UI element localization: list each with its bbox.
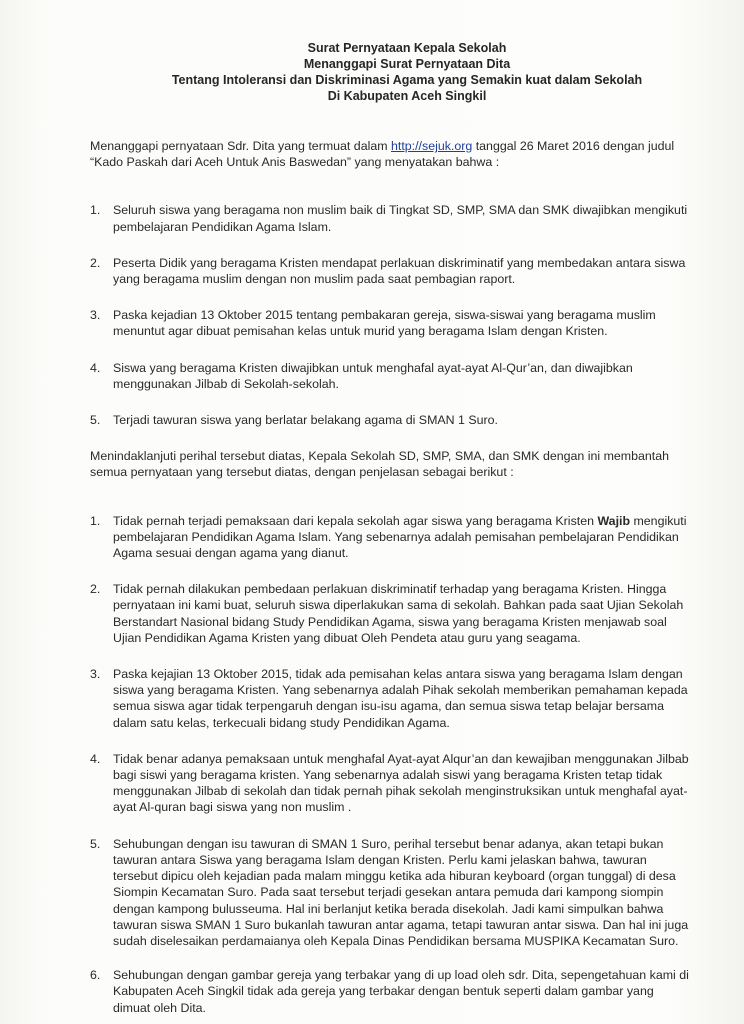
list-item-number: 4. <box>90 751 101 766</box>
title-line-2: Menanggapi Surat Pernyataan Dita <box>303 57 511 71</box>
list-item <box>90 836 694 949</box>
list-item-text: Sehubungan dengan gambar gereja yang terbakar yang di up load oleh sdr. Dita, sepengetahuan kami di Kabupaten Aceh Singkil tidak ada gereja yang terbakar dengan bentuk seperti dalam gambar yang dimuat oleh Dita. <box>113 968 689 1015</box>
list-item-number: 1. <box>90 203 101 218</box>
list-item <box>90 967 694 1016</box>
title-line-3: Tentang Intoleransi dan Diskriminasi Agama yang Semakin kuat dalam Sekolah <box>171 73 643 87</box>
title-line-4: Di Kabupaten Aceh Singkil <box>327 89 487 103</box>
list-item-number: 4. <box>90 360 101 375</box>
list-item-text: Terjadi tawuran siswa yang berlatar belakang agama di SMAN 1 Suro. <box>113 413 498 428</box>
emphasis-word: Wajib <box>597 513 631 528</box>
list-item-number: 2. <box>90 582 101 597</box>
list-item-text: Seluruh siswa yang beragama non muslim baik di Tingkat SD, SMP, SMA dan SMK diwajibkan mengikuti pembelajaran Pendidikan Agama Islam. <box>113 203 688 234</box>
list-item-number: 3. <box>90 667 101 682</box>
list-item <box>90 581 694 646</box>
list-item <box>90 412 694 428</box>
list-item <box>90 202 694 234</box>
intro-text-start: Menanggapi pernyataan Sdr. Dita yang termuat dalam <box>90 139 391 153</box>
source-link[interactable]: http://sejuk.org <box>391 139 473 153</box>
list-item-text <box>113 514 687 560</box>
response-text-start: Tidak pernah terjadi pemaksaan dari kepala sekolah agar siswa yang beragama Kristen <box>113 513 598 528</box>
intro-paragraph <box>90 138 694 170</box>
list-item-number: 5. <box>90 836 101 851</box>
responses-list <box>90 513 694 1016</box>
list-item-text: Tidak benar adanya pemaksaan untuk menghafal Ayat-ayat Alqur’an dan kewajiban menggunakan Jilbab bagi siswi yang beragama kristen. Yang sebenarnya adalah siswi yang beragama Kristen tetap tidak menggunakan Jilbab di sekolah dan tidak pernah pihak sekolah menginstruksikan untuk menghafal ayat-ayat Al-quran bagi siswa yang non muslim . <box>113 751 689 815</box>
list-item <box>90 513 694 562</box>
list-item-number: 3. <box>90 308 101 323</box>
claims-list <box>90 202 694 428</box>
list-item-text: Peserta Didik yang beragama Kristen mendapat perlakuan diskriminatif yang membedakan antara siswa yang beragama muslim dengan non muslim pada saat pembagian raport. <box>113 255 686 287</box>
list-item-text: Sehubungan dengan isu tawuran di SMAN 1 Suro, perihal tersebut benar adanya, akan tetapi bukan tawuran antara Siswa yang beragama Islam dengan Kristen. Perlu kami jelaskan bahwa, tawuran tersebut dipicu oleh kejadian pada malam minggu ketika ada hiburan keyboard (organ tunggal) di desa Siompin Kecamatan Suro. Pada saat tersebut terjadi gesekan antara pemuda dari kampong siompin dengan kampong bulusseuma. Hal ini berlanjut ketika berada disekolah. Jadi kami simpulkan bahwa tawuran siswa SMAN 1 Suro bukanlah tawuran antar agama, tetapi tawuran antar siswa. Dan hal ini juga sudah diselesaikan perdamaianya oleh Kepala Dinas Pendidikan bersama MUSPIKA Kecamatan Suro. <box>113 836 689 948</box>
response-text-end: mengikuti pembelajaran Pendidikan Agama Islam. Yang sebenarnya adalah pemisahan pembelajaran Pendidikan Agama sesuai dengan agama yang dianut. <box>113 513 687 561</box>
list-item <box>90 255 694 287</box>
list-item <box>90 666 694 731</box>
document-title <box>90 40 694 104</box>
list-item-text: Paska kejadian 13 Oktober 2015 tentang pembakaran gereja, siswa-siswai yang beragama muslim menuntut agar dibuat pemisahan kelas untuk murid yang beragama Islam dengan Kristen. <box>113 308 656 339</box>
list-item <box>90 307 694 339</box>
list-item-text: Tidak pernah dilakukan pembedaan perlakuan diskriminatif terhadap yang beragama Kristen. Hingga pernyataan ini kami buat, seluruh siswa diperlakukan sama di sekolah. Bahkan pada saat Ujian Sekolah Berstandart Nasional bidang Study Pendidikan Agama, siswa yang beragama Kristen menjawab soal Ujian Pendidikan Agama Kristen yang dibuat Oleh Pendeta atau guru yang seagama. <box>113 582 684 645</box>
intro-text-end: tanggal 26 Maret 2016 dengan judul “Kado Paskah dari Aceh Untuk Anis Baswedan” yang menyatakan bahwa : <box>90 139 675 170</box>
list-item <box>90 360 694 392</box>
followup-paragraph: Menindaklanjuti perihal tersebut diatas, Kepala Sekolah SD, SMP, SMA, dan SMK dengan ini membantah semua pernyataan yang tersebut diatas, dengan penjelasan sebagai berikut : <box>90 449 670 480</box>
list-item-number: 6. <box>90 968 101 983</box>
list-item-number: 1. <box>90 513 101 528</box>
title-line-1: Surat Pernyataan Kepala Sekolah <box>307 41 507 55</box>
list-item <box>90 751 694 816</box>
list-item-number: 5. <box>90 413 101 428</box>
list-item-text: Paska kejajian 13 Oktober 2015, tidak ada pemisahan kelas antara siswa yang beragama Islam dengan siswa yang beragama Kristen. Yang sebenarnya adalah Pihak sekolah memberikan pemahaman kepada semua siswa agar tidak terpengaruh dengan isu-isu agama, dan semua siswa tetap belajar bersama dalam satu kelas, terkecuali bidang study Pendidikan Agama. <box>113 667 688 730</box>
list-item-text: Siswa yang beragama Kristen diwajibkan untuk menghafal ayat-ayat Al-Qur’an, dan diwajibkan menggunakan Jilbab di Sekolah-sekolah. <box>113 360 633 391</box>
list-item-number: 2. <box>90 255 101 270</box>
